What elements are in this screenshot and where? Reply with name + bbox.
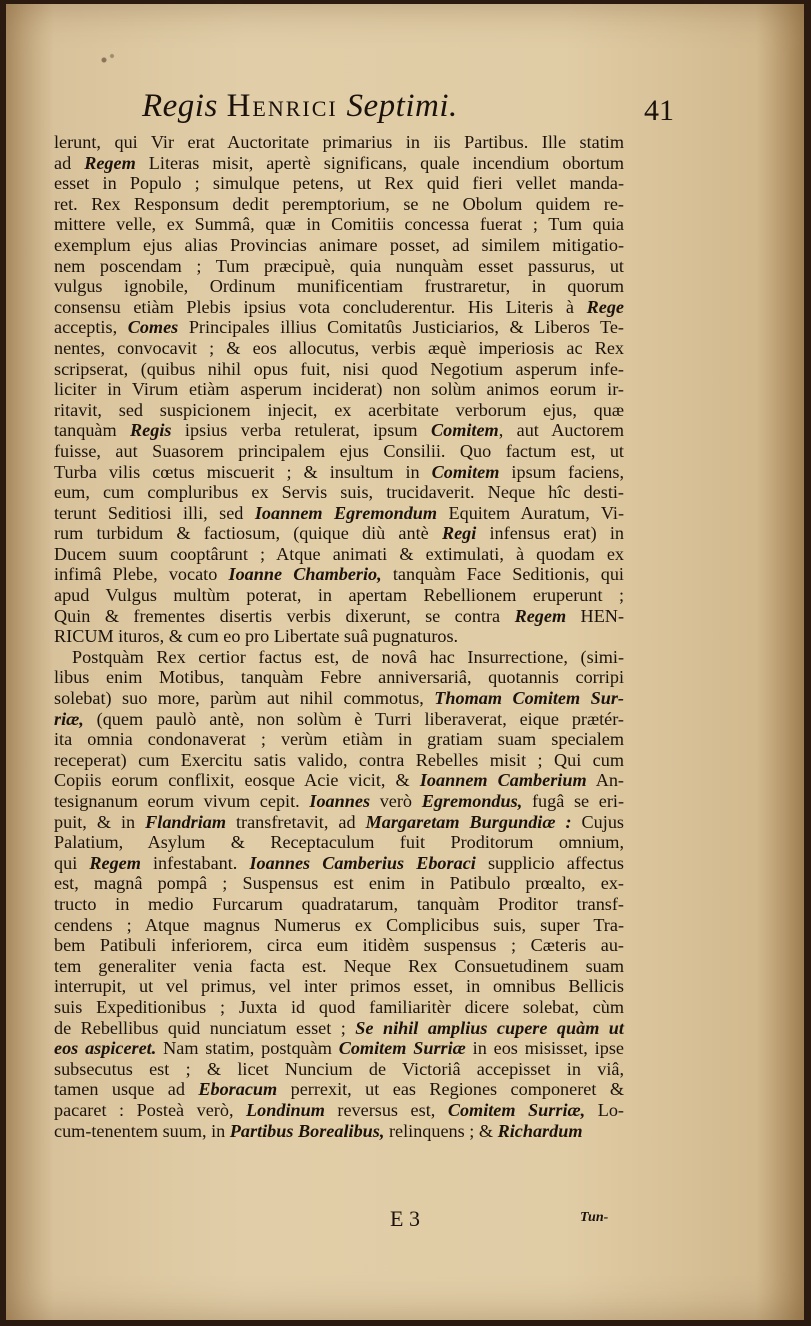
text-run: cum-tenentem suum, in: [54, 1120, 230, 1141]
text-line: [54, 420, 624, 441]
text-line: [54, 523, 624, 544]
text-line: [54, 647, 624, 668]
text-line: [54, 482, 624, 503]
text-line: [54, 1059, 624, 1080]
text-run: transfretavit, ad: [226, 811, 366, 832]
italic-name: Se nihil amplius cupere quàm ut: [355, 1017, 624, 1038]
text-run: supplicio affectus: [475, 852, 624, 873]
italic-name: Ioannes Camberius Eboraci: [249, 852, 476, 873]
text-run: acceptis,: [54, 317, 128, 338]
text-line: [54, 688, 624, 709]
text-run: ad: [54, 152, 85, 173]
text-line: [54, 935, 624, 956]
text-run: consensu etiàm Plebis ipsius vota concluderentur. His Literis à: [54, 296, 587, 317]
text-line: [54, 956, 624, 977]
text-line: [54, 770, 624, 791]
running-head-henrici: [227, 88, 338, 124]
text-run: esset in Populo ; simulque petens, ut Rex quid fieri vellet manda-: [54, 173, 624, 194]
text-run: Copiis eorum conflixit, eosque Acie vicit, &: [54, 770, 420, 791]
catchword: Tun-: [580, 1210, 609, 1225]
text-line: [54, 894, 624, 915]
text-line: [54, 379, 624, 400]
text-run: fugâ se eri-: [522, 791, 624, 811]
text-line: [54, 441, 624, 462]
text-line: [54, 915, 624, 936]
text-run: Postquàm Rex certior factus est, de novâ hac Insurrectione, (simi-: [72, 646, 624, 667]
text-line: [54, 1100, 624, 1121]
text-line: [54, 1038, 624, 1059]
italic-name: Comitem Surriæ: [338, 1038, 466, 1059]
text-run: Principales illius Comitatûs Justiciarios, & Liberos Te-: [178, 317, 624, 338]
text-run: lerunt, qui Vir erat Auctoritate primarius in iis Partibus. Ille statim: [54, 132, 624, 152]
text-line: [54, 1121, 624, 1142]
text-run: relinquens ; &: [384, 1120, 498, 1141]
text-run: infimâ Plebe, vocato: [54, 564, 229, 585]
book-page: [6, 4, 804, 1320]
text-line: [54, 256, 624, 277]
italic-name: Regem: [84, 152, 136, 173]
text-run: Cujus: [571, 811, 624, 832]
text-run: tem generaliter venia facta est. Neque Rex Consuetudinem suam: [54, 955, 624, 976]
text-line: [54, 276, 624, 297]
text-line: [54, 338, 624, 359]
text-line: [54, 564, 624, 585]
text-run: rum turbidum & factiosum, (quique diù antè: [54, 523, 442, 544]
text-run: Nam statim, postquàm: [156, 1038, 339, 1059]
italic-name: Eboracum: [198, 1079, 278, 1100]
page-number: 41: [644, 94, 674, 127]
text-line: [54, 462, 624, 483]
text-line: [54, 873, 624, 894]
text-line: [54, 1018, 624, 1039]
text-run: Ducem suum cooptârunt ; Atque animati & extimulati, à quodam ex: [54, 543, 624, 564]
text-run: ritavit, sed suspicionem injecit, ex acerbitate verborum ejus, quæ: [54, 399, 624, 420]
body-text: [54, 132, 624, 1141]
text-line: [54, 729, 624, 750]
italic-name: Comitem: [430, 420, 499, 441]
text-run: ipsum faciens,: [499, 461, 624, 482]
italic-name: Regem: [89, 852, 141, 873]
text-run: subsecutus est ; & licet Nuncium de Victoriâ accepisset in viâ,: [54, 1058, 624, 1079]
text-line: [54, 194, 624, 215]
text-run: ita omnia condonaverat ; verùm etiàm in gratiam suam specialem: [54, 729, 624, 750]
text-run: Literas misit, apertè significans, quale incendium obortum: [135, 152, 625, 173]
text-run: de Rebellibus quid nunciatum esset ;: [54, 1017, 356, 1038]
italic-name: Ioannes: [309, 791, 371, 811]
text-run: liciter in Virum etiàm asperum inciderat) non solùm animos eorum ir-: [54, 379, 624, 400]
italic-name: Regis: [130, 420, 172, 441]
italic-name: Ioannem Egremondum: [254, 502, 438, 523]
italic-name: Comitem Surriæ,: [447, 1099, 586, 1120]
text-line: [54, 400, 624, 421]
italic-name: riæ,: [54, 708, 84, 729]
text-run: tanquàm: [54, 420, 131, 441]
text-run: in eos misisset, ipse: [465, 1038, 624, 1059]
running-head-henrici-rest: ENRICI: [252, 96, 338, 121]
text-run: ipsius verba retulerat, ipsum: [171, 420, 431, 441]
italic-name: Regem: [514, 605, 567, 626]
text-line: [54, 235, 624, 256]
text-run: apud Vulgus multùm poterat, in apertam Rebellionem eruperunt ;: [54, 585, 624, 606]
text-run: cendens ; Atque magnus Numerus ex Complicibus suis, super Tra-: [54, 914, 624, 935]
italic-name: Margaretam Burgundiæ :: [365, 811, 572, 832]
italic-name: Thomam Comitem Sur-: [434, 688, 624, 709]
running-head: [142, 88, 458, 125]
text-run: puit, & in: [54, 811, 146, 832]
text-run: exemplum ejus alias Provincias animare posset, ad similem mitigatio-: [54, 234, 624, 255]
running-head-henrici-initial: H: [226, 88, 253, 124]
text-run: fuisse, aut Suasorem principalem ejus Consilii. Quo factum est, ut: [54, 440, 624, 461]
text-run: , aut Auctorem: [498, 420, 624, 441]
text-run: perrexit, ut eas Regiones componeret &: [277, 1079, 624, 1100]
text-run: qui: [54, 852, 90, 873]
text-run: infestabant.: [140, 852, 250, 873]
italic-name: Partibus Borealibus,: [229, 1120, 385, 1141]
text-run: Equitem Auratum, Vi-: [437, 502, 624, 523]
text-run: HEN-: [566, 605, 624, 626]
italic-name: Flandriam: [145, 811, 226, 832]
running-head-regis: Regis: [142, 88, 218, 124]
text-line: [54, 976, 624, 997]
text-run: mittere velle, ex Summâ, quæ in Comitiis concessa fuerat ; Tum quia: [54, 214, 624, 235]
italic-name: Comes: [127, 317, 179, 338]
text-run: tructo in medio Furcarum quadratarum, tanquàm Proditor transf-: [54, 893, 624, 914]
text-line: [54, 173, 624, 194]
text-line: [54, 153, 624, 174]
text-run: infensus erat) in: [476, 523, 624, 544]
text-run: pacaret : Posteà verò,: [54, 1099, 247, 1120]
text-line: [54, 359, 624, 380]
text-run: nentes, convocavit ; & eos allocutus, verbis æquè imperiosis ac Rex: [54, 337, 624, 358]
text-run: tanquàm Face Seditionis, qui: [381, 564, 624, 585]
text-run: libus enim Motibus, tanquàm Febre anniversariâ, quotannis corripi: [54, 667, 624, 688]
italic-name: Ioanne Chamberio,: [228, 564, 382, 585]
text-line: [54, 750, 624, 771]
text-run: tesignanum eorum vivum cepit.: [54, 791, 310, 811]
text-run: est, magnâ pompâ ; Suspensus est enim in Patibulo prœalto, ex-: [54, 873, 624, 894]
text-line: [54, 503, 624, 524]
text-line: [54, 585, 624, 606]
text-run: RICUM ituros, & cum eo pro Libertate suâ pugnaturos.: [54, 626, 459, 647]
text-line: [54, 606, 624, 627]
text-line: [54, 832, 624, 853]
text-run: solebat) suo more, parùm aut nihil commotus,: [54, 688, 435, 709]
italic-name: Richardum: [497, 1120, 583, 1141]
text-run: receperat) cum Exercitu satis valido, contra Rebelles misit ; Qui cum: [54, 749, 624, 770]
text-run: Turba vilis cœtus miscuerit ; & insultum in: [54, 461, 432, 482]
italic-name: Ioannem Camberium: [419, 770, 587, 791]
italic-name: eos aspiceret.: [54, 1038, 157, 1059]
text-run: suis Expeditionibus ; Juxta id quod familiaritèr dicere solebat, cùm: [54, 996, 624, 1017]
text-line: [54, 132, 624, 153]
text-line: [54, 297, 624, 318]
italic-name: Rege: [586, 296, 624, 317]
text-run: interrupit, ut vel primus, vel inter primos esset, in omnibus Bellicis: [54, 976, 624, 997]
text-line: [54, 626, 624, 647]
text-line: [54, 544, 624, 565]
text-run: (quem paulò antè, non solùm è Turri liberaverat, eique prætér-: [83, 708, 624, 729]
text-run: terunt Seditiosi illi, sed: [54, 502, 255, 523]
text-run: Palatium, Asylum & Receptaculum fuit Proditorum omnium,: [54, 832, 624, 853]
text-line: [54, 853, 624, 874]
italic-name: Egremondus,: [421, 791, 523, 811]
text-line: [54, 317, 624, 338]
italic-name: Comitem: [431, 461, 500, 482]
text-line: [54, 709, 624, 730]
italic-name: Regi: [441, 523, 477, 544]
text-line: [54, 791, 624, 812]
text-run: Lo-: [585, 1099, 624, 1120]
text-run: verò: [370, 791, 422, 811]
text-run: eum, cum compluribus ex Servis suis, trucidaverit. Neque hîc desti-: [54, 482, 624, 503]
text-run: ret. Rex Responsum dedit peremptorium, se ne Obolum quidem re-: [54, 193, 624, 214]
text-line: [54, 214, 624, 235]
text-line: [54, 667, 624, 688]
italic-name: Londinum: [246, 1099, 325, 1120]
text-run: scripserat, (quibus nihil opus fuit, nisi quod Negotium asperum infe-: [54, 358, 624, 379]
signature-mark: E 3: [390, 1206, 420, 1231]
text-line: [54, 812, 624, 833]
text-run: bem Patibuli inferiorem, circa eum itidèm suspensus ; Cæteris au-: [54, 935, 624, 956]
running-head-septimi: Septimi.: [346, 88, 458, 124]
text-run: reversus est,: [324, 1099, 448, 1120]
text-run: nem poscendam ; Tum præcipuè, quia nunquàm esset passurus, ut: [54, 255, 624, 276]
text-line: [54, 997, 624, 1018]
text-run: tamen usque ad: [54, 1079, 199, 1100]
ink-spot: [84, 40, 124, 80]
text-line: [54, 1079, 624, 1100]
text-run: Quin & frementes disertis verbis dixerunt, se contra: [54, 605, 515, 626]
text-run: vulgus ignobile, Ordinum munificentiam frustraretur, in quorum: [54, 276, 624, 297]
text-run: An-: [586, 770, 624, 791]
